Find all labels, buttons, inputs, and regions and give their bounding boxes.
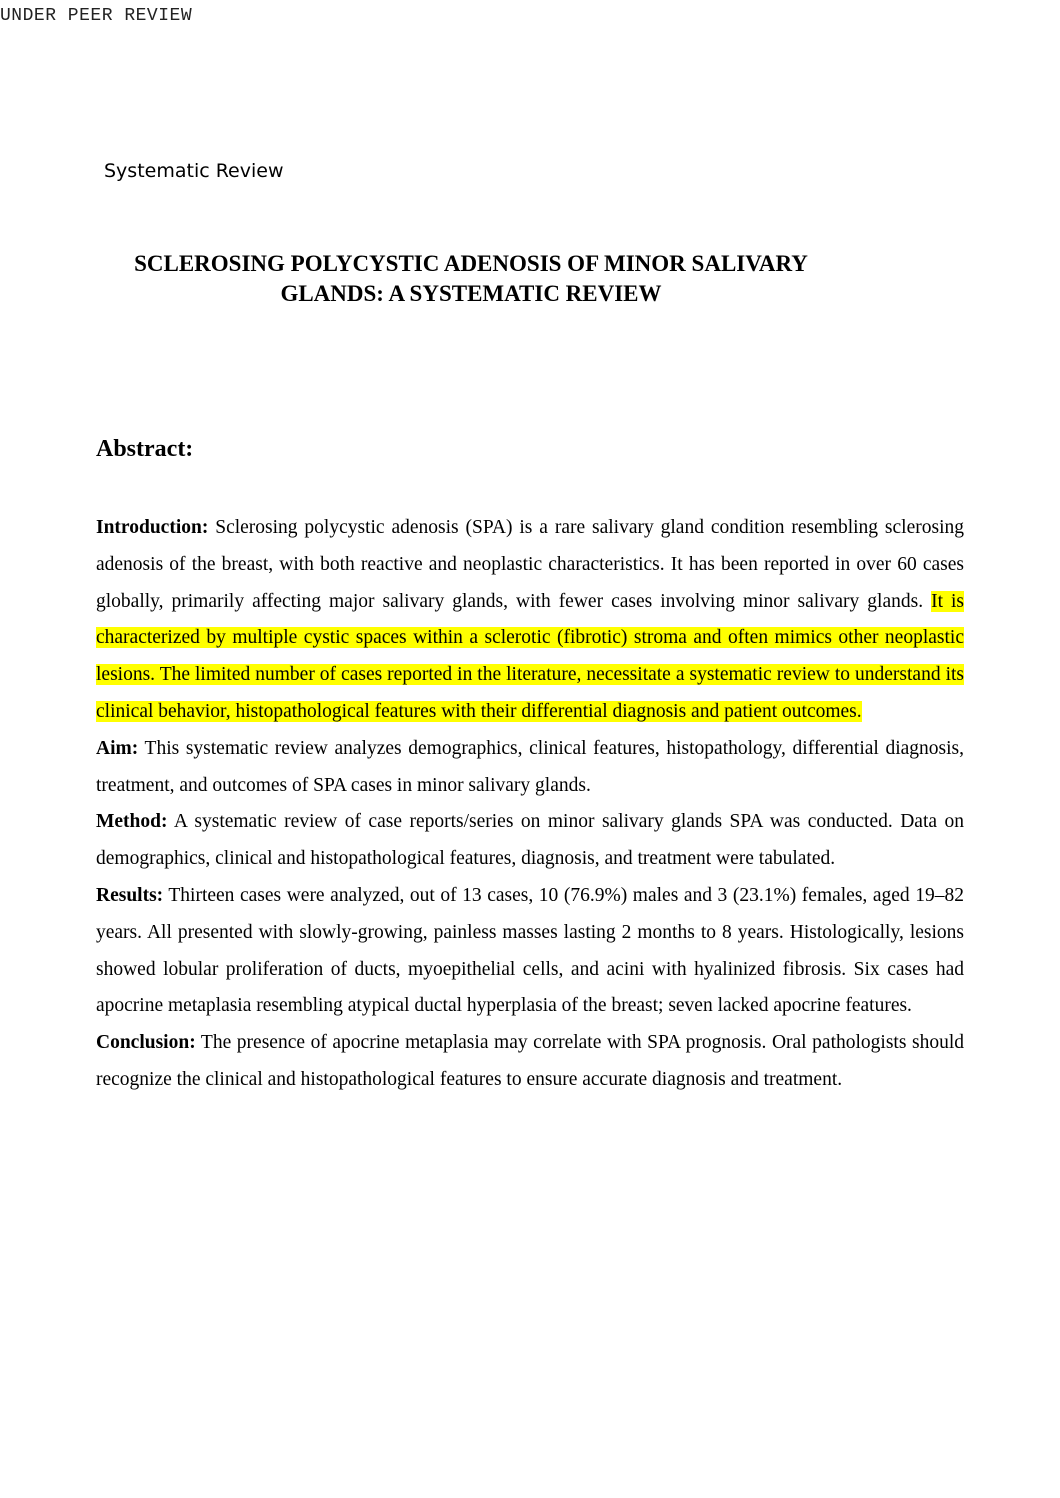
abstract-body [96, 510, 964, 1099]
results-text: Thirteen cases were analyzed, out of 13 cases, 10 (76.9%) males and 3 (23.1%) females, aged 19–82 years. All presented with slowly-growing, painless masses lasting 2 months to 8 years. Histologically, lesions showed lobular proliferation of ducts, myoepithelial cells, and acini with hyalinized fibrosis. Six cases had apocrine metaplasia resembling atypical ductal hyperplasia of the breast; seven lacked apocrine features. [96, 884, 964, 1017]
abstract-conclusion [96, 1025, 964, 1099]
abstract-heading: Abstract: [96, 436, 194, 462]
aim-label: Aim: [96, 737, 139, 759]
conclusion-text: The presence of apocrine metaplasia may correlate with SPA prognosis. Oral pathologists should recognize the clinical and histopathological features to ensure accurate diagnosis and treatment. [96, 1032, 964, 1090]
abstract-results [96, 878, 964, 1025]
abstract-aim [96, 731, 964, 805]
abstract-introduction [96, 510, 964, 731]
title-line-1: SCLEROSING POLYCYSTIC ADENOSIS OF MINOR SALIVARY [134, 251, 808, 276]
paper-title [96, 249, 846, 309]
introduction-highlighted-text: It is characterized by multiple cystic spaces within a sclerotic (fibrotic) stroma and often mimics other neoplastic lesions. The limited number of cases reported in the literature, necessitate a systematic review to understand its clinical behavior, histopathological features with their differential diagnosis and patient outcomes. [96, 590, 964, 722]
method-label: Method: [96, 811, 168, 833]
method-text: A systematic review of case reports/series on minor salivary glands SPA was conducted. Data on demographics, clinical and histopathological features, diagnosis, and treatment were tabulated. [96, 811, 964, 870]
abstract-method [96, 804, 964, 878]
article-type: Systematic Review [104, 160, 284, 182]
results-label: Results: [96, 884, 164, 906]
watermark: UNDER PEER REVIEW [0, 6, 193, 26]
introduction-text: Sclerosing polycystic adenosis (SPA) is a rare salivary gland condition resembling sclerosing adenosis of the breast, with both reactive and neoplastic characteristics. It has been reported in over 60 cases globally, primarily affecting major salivary glands, with fewer cases involving minor salivary glands. [96, 517, 964, 612]
introduction-label: Introduction: [96, 517, 209, 538]
aim-text: This systematic review analyzes demographics, clinical features, histopathology, differential diagnosis, treatment, and outcomes of SPA cases in minor salivary glands. [96, 737, 964, 796]
conclusion-label: Conclusion: [96, 1032, 196, 1054]
title-line-2: GLANDS: A SYSTEMATIC REVIEW [280, 281, 662, 306]
